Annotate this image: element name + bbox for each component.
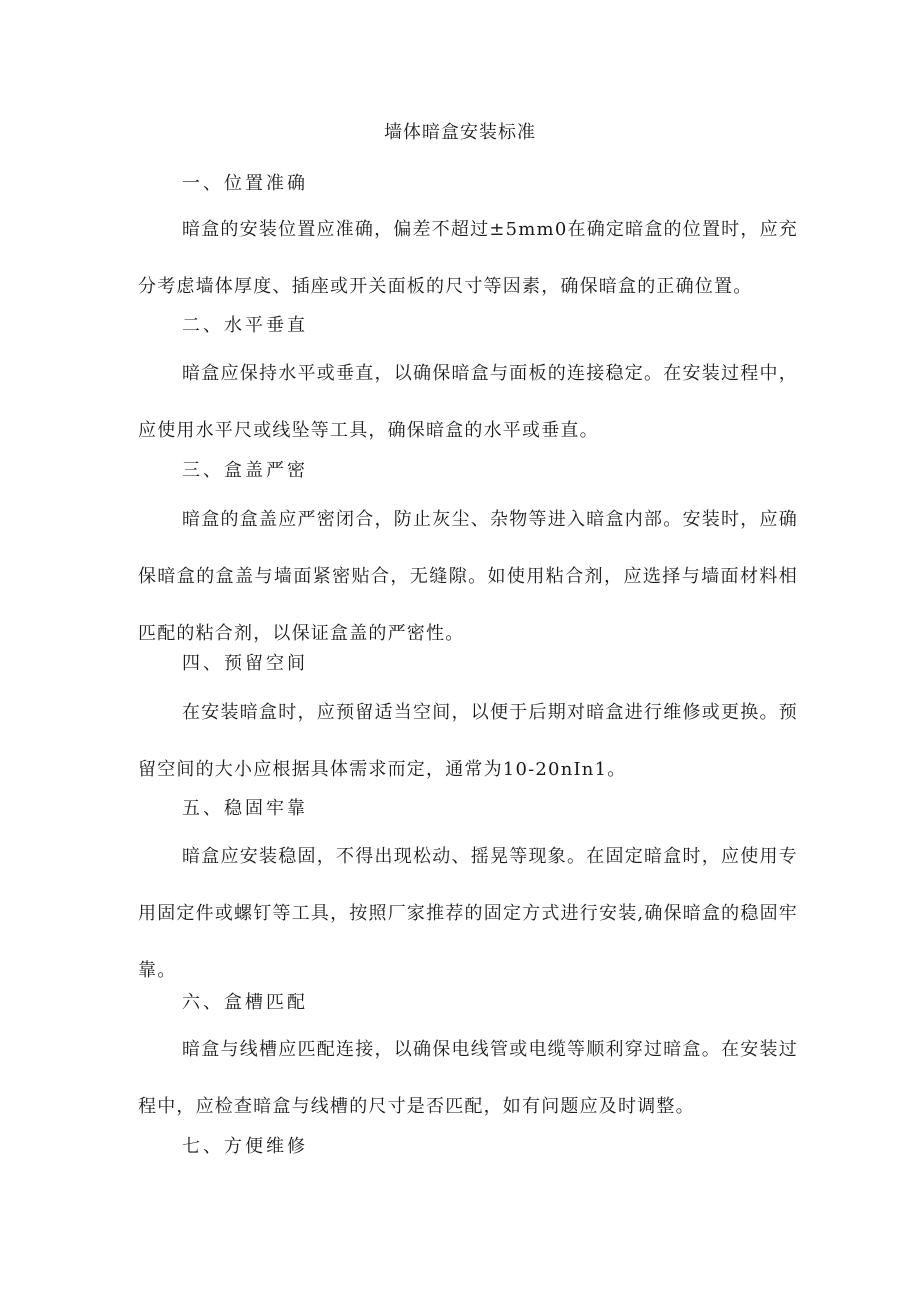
section-body-5: 暗盒应安装稳固，不得出现松动、摇晃等现象。在固定暗盒时，应使用专用固定件或螺钉等工具，按照厂家推荐的固定方式进行安装,确保暗盒的稳固牢靠。 [138,846,798,981]
section-body-1: 暗盒的安装位置应准确，偏差不超过±5mm0在确定暗盒的位置时，应充分考虑墙体厚度、插座或开关面板的尺寸等因素，确保暗盒的正确位置。 [138,219,798,297]
section-body-3: 暗盒的盒盖应严密闭合，防止灰尘、杂物等进入暗盒内部。安装时，应确保暗盒的盒盖与墙面紧密贴合，无缝隙。如使用粘合剂，应选择与墙面材料相匹配的粘合剂，以保证盒盖的严密性。 [138,509,798,644]
section-heading-7: 七、方便维修 [182,1136,308,1157]
section-heading-1: 一、位置准确 [182,173,308,194]
section-heading-6: 六、盒槽匹配 [182,992,308,1013]
section-heading-4: 四、预留空间 [182,653,308,674]
section-body-2: 暗盒应保持水平或垂直，以确保暗盒与面板的连接稳定。在安装过程中，应使用水平尺或线坠等工具，确保暗盒的水平或垂直。 [138,363,798,441]
section-heading-5: 五、稳固牢靠 [182,798,308,819]
section-heading-3: 三、盒盖严密 [182,460,308,481]
document-title: 墙体暗盒安装标准 [384,122,536,143]
section-body-4: 在安装暗盒时，应预留适当空间，以便于后期对暗盒进行维修或更换。预留空间的大小应根据具体需求而定，通常为10-20nIn1。 [138,702,798,780]
section-heading-2: 二、水平垂直 [182,315,308,336]
section-body-6: 暗盒与线槽应匹配连接，以确保电线管或电缆等顺利穿过暗盒。在安装过程中，应检查暗盒与线槽的尺寸是否匹配，如有问题应及时调整。 [138,1039,798,1117]
